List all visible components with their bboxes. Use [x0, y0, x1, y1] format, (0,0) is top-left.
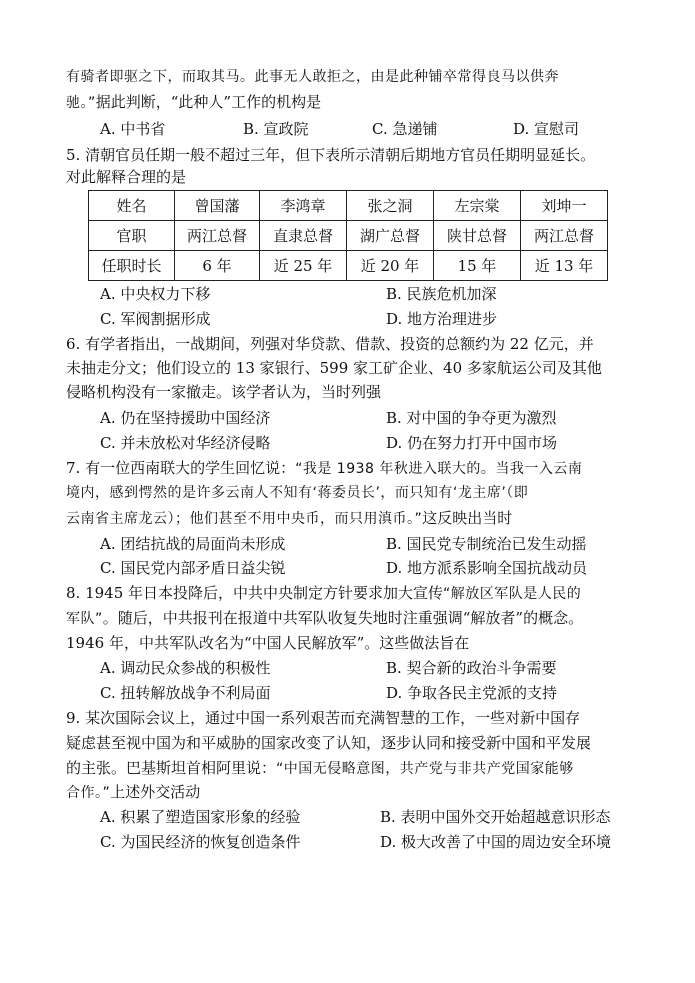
- q9-stem-line-3: [66, 757, 574, 779]
- q7-stem-line-3: [66, 507, 512, 529]
- q8-stem-line-2: [66, 607, 583, 629]
- q8-stem-line-3: 1946 年，中共军队改名为“中国人民解放军”。这些做法旨在: [66, 634, 470, 652]
- q9-stem-line-4: [66, 781, 200, 803]
- q8-quote-end: 军队”: [66, 611, 103, 627]
- q7-stem-tail: 这反映出当时: [422, 509, 513, 527]
- table-cell: 15 年: [434, 251, 521, 281]
- q7-option-d: D. 地方派系影响全国抗战动员: [386, 559, 588, 577]
- table-cell: 近 25 年: [260, 251, 347, 281]
- q8-stem-line-1: [66, 582, 581, 604]
- q4-stem-line-2: [66, 91, 321, 113]
- q7-stem-line-1: [66, 457, 582, 479]
- q4-option-d: D. 宣慰司: [513, 120, 580, 138]
- q5-stem-line-1: 5. 清朝官员任期一般不超过三年，但下表所示清朝后期地方官员任期明显延长。: [66, 146, 596, 164]
- q4-quote-line-1: 有骑者即驱之下，而取其马。此事无人敢拒之，由是此种铺卒常得良马以供奔: [66, 69, 559, 85]
- q6-option-d: D. 仍在努力打开中国市场: [386, 434, 558, 452]
- q8-stem-text-2: 。随后，中共报刊在报道中共军队收复失地时注重强调“解放者”的概念。: [102, 609, 584, 627]
- q4-option-b: B. 宣政院: [243, 120, 309, 138]
- q9-option-a: A. 积累了塑造国家形象的经验: [100, 808, 301, 826]
- q9-stem-line-2: 疑虑甚至视中国为和平威胁的国家改变了认知，逐步认同和接受新中国和平发展: [66, 734, 592, 752]
- q6-stem-line-2: 未抽走分文；他们设立的 13 家银行、599 家工矿企业、40 多家航运公司及其他: [66, 359, 602, 377]
- table-row-name: [89, 191, 608, 221]
- q9-option-b: B. 表明中国外交开始超越意识形态: [380, 808, 611, 826]
- q7-option-b: B. 国民党专制统治已发生动摇: [386, 535, 587, 553]
- q8-option-b: B. 契合新的政治斗争需要: [386, 659, 557, 677]
- q7-quote-end: 云南省主席龙云）；他们甚至不用中央币，而只用滇币。”: [66, 511, 423, 527]
- table-cell: 左宗棠: [434, 191, 521, 221]
- q8-stem-text: 8. 1945 年日本投降后，中共中央制定方针要求加大宣传: [66, 584, 444, 602]
- q6-option-b: B. 对中国的争夺更为激烈: [386, 409, 557, 427]
- q5-option-a: A. 中央权力下移: [100, 285, 211, 303]
- table-cell: 刘坤一: [521, 191, 608, 221]
- q4-option-a: A. 中书省: [100, 120, 166, 138]
- q8-option-a: A. 调动民众参战的积极性: [100, 659, 271, 677]
- table-cell: 直隶总督: [260, 221, 347, 251]
- q9-stem-text: 的主张。巴基斯坦首相阿里说：: [66, 759, 277, 777]
- table-row-post: [89, 221, 608, 251]
- q5-stem-line-2: 对此解释合理的是: [66, 168, 187, 186]
- q9-stem-line-1: 9. 某次国际会议上，通过中国一系列艰苦而充满智慧的工作，一些对新中国存: [66, 709, 581, 727]
- q8-option-c: C. 扭转解放战争不利局面: [100, 684, 271, 702]
- table-cell: 姓名: [89, 191, 175, 221]
- q7-option-c: C. 国民党内部矛盾日益尖锐: [100, 559, 286, 577]
- q7-quote-start: “我是 1938 年秋进入联大的。当我一入云南: [295, 461, 583, 477]
- q5-option-d: D. 地方治理进步: [386, 310, 498, 328]
- table-cell: 官职: [89, 221, 175, 251]
- q4-stem-text: 据此判断，“此种人”工作的机构是: [95, 93, 322, 111]
- q6-option-c: C. 并未放松对华经济侵略: [100, 434, 271, 452]
- q4-quote-end: 驰。”: [66, 95, 96, 111]
- table-cell: 湖广总督: [347, 221, 434, 251]
- table-cell: 6 年: [175, 251, 260, 281]
- q4-option-c: C. 急递铺: [372, 120, 438, 138]
- table-cell: 张之洞: [347, 191, 434, 221]
- table-cell: 近 20 年: [347, 251, 434, 281]
- table-cell: 曾国藩: [175, 191, 260, 221]
- table-cell: 陕甘总督: [434, 221, 521, 251]
- q8-option-d: D. 争取各民主党派的支持: [386, 684, 558, 702]
- q9-option-c: C. 为国民经济的恢复创造条件: [100, 833, 301, 851]
- table-row-tenure: [89, 251, 608, 281]
- q9-quote-start: “中国无侵略意图，共产党与非共产党国家能够: [276, 761, 574, 777]
- q9-quote-end: 合作。”: [66, 785, 111, 801]
- table-cell: 两江总督: [175, 221, 260, 251]
- table-cell: 两江总督: [521, 221, 608, 251]
- q6-stem-line-1: 6. 有学者指出，一战期间，列强对华贷款、借款、投资的总额约为 22 亿元，并: [66, 335, 594, 353]
- q5-option-c: C. 军阀割据形成: [100, 310, 211, 328]
- q6-stem-line-3: 侵略机构没有一家撤走。该学者认为，当时列强: [66, 383, 382, 401]
- q6-option-a: A. 仍在坚持援助中国经济: [100, 409, 271, 427]
- table-cell: 任职时长: [89, 251, 175, 281]
- q8-quote-start: “解放区军队是人民的: [443, 586, 582, 602]
- q7-stem-text: 7. 有一位西南联大的学生回忆说：: [66, 459, 296, 477]
- q7-option-a: A. 团结抗战的局面尚未形成: [100, 535, 286, 553]
- table-cell: 近 13 年: [521, 251, 608, 281]
- q9-option-d: D. 极大改善了中国的周边安全环境: [380, 833, 612, 851]
- officials-tenure-table: [88, 190, 608, 281]
- table-cell: 李鸿章: [260, 191, 347, 221]
- q9-stem-tail: 上述外交活动: [110, 783, 201, 801]
- q7-quote-line-2: 境内，感到愕然的是许多云南人不知有‘蒋委员长’，而只知有‘龙主席’（即: [66, 485, 529, 501]
- q5-option-b: B. 民族危机加深: [386, 285, 497, 303]
